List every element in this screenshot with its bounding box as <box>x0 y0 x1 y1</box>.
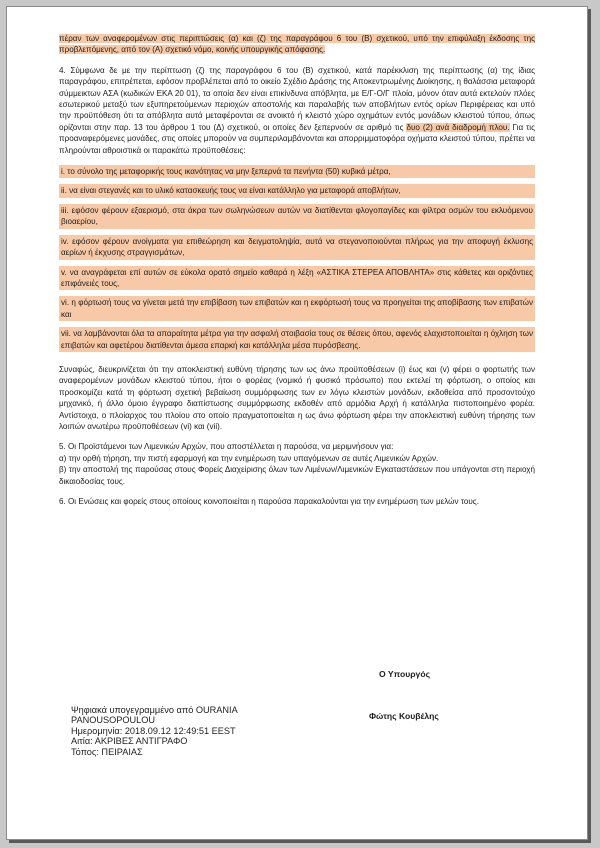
clarification-paragraph: Συναφώς, διευκρινίζεται ότι την αποκλειστική ευθύνη τήρησης των ως άνω προϋποθέσεων (i) έως και (v) φέρει ο φορτωτής των αναφερομένων μονάδων κλειστού τύπου, ήτοι ο φορέας (νομικό ή φυσικό πρόσωπο) που εκτελεί τη φόρτωση, ο οποίος και προσκομίζει κατά τη φόρτωση σχετική βεβαίωση συμμόρφωσης των εν λόγω κλειστών μονάδων, εκδοθείσα από προσοντούχο μηχανικό, ή άλλο όμοιο έγγραφο διαπίστωσης συμμόρφωσης εκδοθέν από αρμόδια Αρχή ή κατάλληλα πιστοποιημένο φορέα. Αντίστοιχα, ο πλοίαρχος του πλοίου στο οποίο πραγματοποιείται η ως άνω φόρτωση φέρει την αποκλειστική ευθύνη τήρησης των λοιπών ανωτέρω προϋποθέσεων (vi) και (vii). <box>59 364 535 431</box>
minister-title: Ο Υπουργός <box>379 669 431 679</box>
minister-name: Φώτης Κουβέλης <box>369 711 439 721</box>
document-page <box>6 6 588 840</box>
digital-signature-reason: Αιτία: ΑΚΡΙΒΕΣ ΑΝΤΙΓΡΑΦΟ <box>71 736 188 747</box>
condition-item: iv. εφόσον φέρουν ανοίγματα για επιθεώρηση και δειγματοληψία, αυτά να στεγανοποιούνται πλήρως για την αποφυγή έκλυσης αερίων ή έκχυσης στραγγισμάτων, <box>59 235 535 260</box>
condition-item: iii. εφόσον φέρουν εξαερισμό, στα άκρα των σωληνώσεων αυτών να διατίθενται φλογοπαγίδες και φίλτρα οσμών του εκλυόμενου βιοαερίου, <box>59 204 535 229</box>
digital-signature-block <box>71 705 238 757</box>
paragraph-4-text: 4. Σύμφωνα δε με την περίπτωση (ζ) της παραγράφου 6 του (Β) σχετικού, κατά παρέκκλιση της περίπτωσης (α) της ίδιας παραγράφου, επιτρέπεται, εφόσον προβλέπεται από το οικείο Σχέδιο Δράσης της Αποκεντρωμένης Διοίκησης, η θαλάσσια μεταφορά σύμμεικτων ΑΣΑ (κωδικών ΕΚΑ 20 01), τα οποία δεν είναι επικίνδυνα απόβλητα, με Ε/Γ-Ο/Γ πλοία, μόνον όταν αυτά εκτελούν πλόες εσωτερικού μεταξύ των εξυπηρετούμενων περιοχών αποστολής και παραλαβής των αποβλήτων εντός ορίων Περιφέρειας και υπό την προϋπόθεση ότι τα απόβλητα αυτά μεταφέρονται σε ανοικτό ή κλειστό χώρο οχημάτων εντός μονάδων κλειστού τύπου, όπως ορίζονται στην παρ. 13 του άρθρου 1 του (Δ) σχετικού, οι οποίες δεν ξεπερνούν σε αριθμό τις <box>59 65 535 132</box>
paragraph-6: 6. Οι Ενώσεις και φορείς στους οποίους κοινοποιείται η παρούσα παρακαλούνται για την ενημέρωση των μελών τους. <box>59 497 479 506</box>
paragraph-4 <box>59 65 535 156</box>
digital-signature-line: Ψηφιακά υπογεγραμμένο από OURANIA <box>71 705 238 715</box>
intro-highlight: πέραν των αναφερομένων στις περιπτώσεις (α) και (ζ) της παραγράφου 6 του (Β) σχετικού, υπό την επιφύλαξη έκδοσης της προβλεπόμενης, από τον (Α) σχετικό νόμο, κοινής υπουργικής απόφασης. <box>59 34 535 55</box>
digital-signature-place: Τόπος: ΠΕΙΡΑΙΑΣ <box>71 746 143 757</box>
intro-paragraph <box>59 33 535 56</box>
document-body <box>59 33 535 507</box>
digital-signature-date: Ημερομηνία: 2018.09.12 12:49:51 EEST <box>71 725 236 736</box>
condition-item: vii. να λαμβάνονται όλα τα απαραίτητα μέτρα για την ασφαλή στοιβασία τους σε θέσεις όπου, αφενός ελαχιστοποιείται η όχληση των επιβατών και αφετέρου διατίθενται άμεσα επαρκή και κατάλληλα μέσα πυρόσβεσης. <box>59 327 535 352</box>
paragraph-4-continuation: Για τις προαναφερόμενες μονάδες, στις οποίες μπορούν να συμπεριλαμβάνονται και απορριμματοφόρα οχήματα κλειστού τύπου, πρέπει να πληρούνται αθροιστικά οι παρακάτω προϋποθέσεις: <box>59 122 536 155</box>
paragraph-5-a: α) την ορθή τήρηση, την πιστή εφαρμογή και την ενημέρωση των υπαγόμενων σε αυτές Λιμενικών Αρχών. <box>59 453 439 463</box>
conditions-list <box>59 165 535 352</box>
digital-signature-line: PANOUSOPOULOU <box>71 715 156 726</box>
condition-item: ii. να είναι στεγανές και το υλικό κατασκευής τους να είναι κατάλληλο για μεταφορά αποβλήτων, <box>59 184 535 197</box>
paragraph-5: 5. Οι Προϊστάμενοι των Λιμενικών Αρχών, που αποστέλλεται η παρούσα, να μεριμνήσουν για: <box>59 442 394 452</box>
paragraph-4-highlight: δυο (2) ανά διαδρομή πλου. <box>406 122 510 132</box>
condition-item: i. το σύνολο της μεταφορικής τους ικανότητας να μην ξεπερνά τα πενήντα (50) κυβικά μέτρα, <box>59 165 535 178</box>
condition-item: vi. η φόρτωσή τους να γίνεται μετά την επιβίβαση των επιβατών και η εκφόρτωσή τους να προηγείται της αποβίβασης των επιβατών και <box>59 296 535 321</box>
condition-item: v. να αναγράφεται επί αυτών σε εύκολα ορατό σημείο καθαρά η λέξη «ΑΣΤΙΚΑ ΣΤΕΡΕΑ ΑΠΟΒΛΗΤΑ» στις κάθετες και οριζόντιες επιφάνειές τους, <box>59 266 535 291</box>
paragraph-5-b: β) την αποστολή της παρούσας στους Φορείς Διαχείρισης όλων των Λιμένων/Λιμενικών Εγκαταστάσεων που υπάγονται στη περιοχή δικαιοδοσίας τους. <box>59 465 535 486</box>
